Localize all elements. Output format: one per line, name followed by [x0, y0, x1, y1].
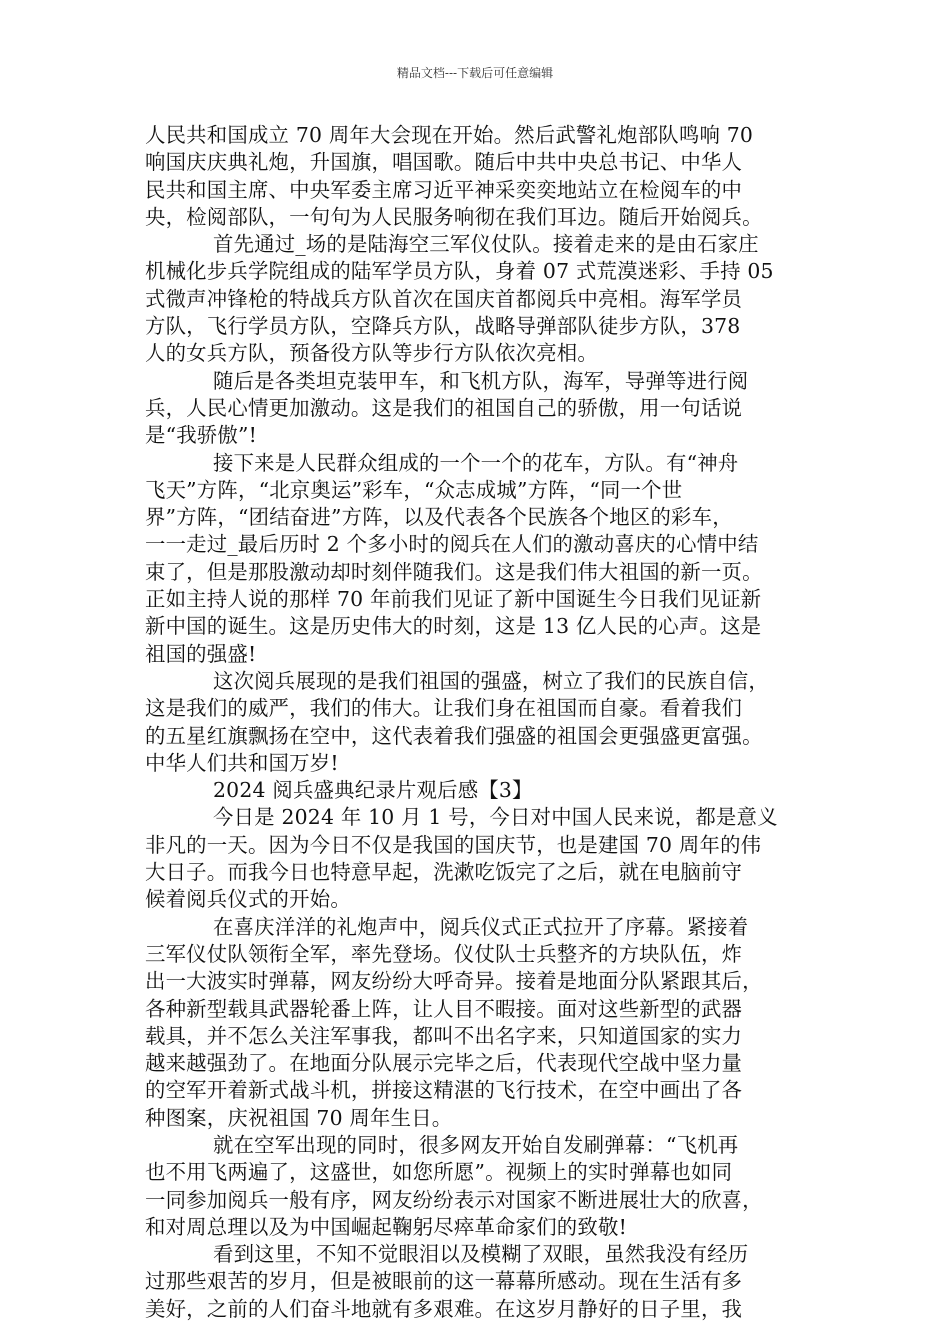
- text-line: 方队，飞行学员方队，空降兵方队，战略导弹部队徒步方队，378: [145, 314, 741, 339]
- text-line: 今日是 2024 年 10 月 1 号，今日对中国人民来说，都是意义: [213, 805, 778, 830]
- text-line: 候着阅兵仪式的开始。: [145, 887, 351, 912]
- text-line: 一一走过_最后历时 2 个多小时的阅兵在人们的激动喜庆的心情中结: [145, 532, 759, 557]
- text-line: 人的女兵方队，预备役方队等步行方队依次亮相。: [145, 341, 598, 366]
- text-line: 是“我骄傲”!: [145, 423, 258, 448]
- document-body: [145, 122, 813, 1323]
- text-line: 的五星红旗飘扬在空中，这代表着我们强盛的祖国会更强盛更富强。: [145, 723, 763, 748]
- text-line: 响国庆庆典礼炮，升国旗，唱国歌。随后中共中央总书记、中华人: [145, 150, 743, 175]
- text-line: 和对周总理以及为中国崛起鞠躬尽瘁革命家们的致敬!: [145, 1214, 627, 1239]
- text-line: 祖国的强盛!: [145, 641, 257, 666]
- text-line: 也不用飞两遍了，这盛世，如您所愿”。视频上的实时弹幕也如同: [145, 1160, 733, 1185]
- text-line: 美好，之前的人们奋斗地就有多艰难。在这岁月静好的日子里，我: [145, 1296, 743, 1321]
- text-line: 非凡的一天。因为今日不仅是我国的国庆节，也是建国 70 周年的伟: [145, 832, 762, 857]
- text-line: 越来越强劲了。在地面分队展示完毕之后，代表现代空战中坚力量: [145, 1051, 743, 1076]
- text-line: 民共和国主席、中央军委主席习近平神采奕奕地站立在检阅车的中: [145, 177, 743, 202]
- text-line: 大日子。而我今日也特意早起，洗漱吃饭完了之后，就在电脑前守: [145, 860, 743, 885]
- text-line: 就在空军出现的同时，很多网友开始自发刷弹幕：“飞机再: [213, 1132, 739, 1157]
- text-line: 央，检阅部队，一句句为人民服务响彻在我们耳边。随后开始阅兵。: [145, 204, 763, 229]
- text-line: 一同参加阅兵一般有序，网友纷纷表示对国家不断进展壮大的欣喜，: [145, 1187, 763, 1212]
- text-line: 界”方阵，“团结奋进”方阵，以及代表各个民族各个地区的彩车，: [145, 505, 733, 530]
- text-line: 在喜庆洋洋的礼炮声中，阅兵仪式正式拉开了序幕。紧接着: [213, 914, 749, 939]
- text-line: 兵，人民心情更加激动。这是我们的祖国自己的骄傲，用一句话说: [145, 395, 743, 420]
- text-line: 的空军开着新式战斗机，拼接这精湛的飞行技术，在空中画出了各: [145, 1078, 743, 1103]
- text-line: 束了，但是那股激动却时刻伴随我们。这是我们伟大祖国的新一页。: [145, 559, 763, 584]
- text-line: 随后是各类坦克装甲车，和飞机方队，海军，导弹等进行阅: [213, 368, 749, 393]
- text-line: 三军仪仗队领衔全军，率先登场。仪仗队士兵整齐的方块队伍，炸: [145, 941, 743, 966]
- text-line: 式微声冲锋枪的特战兵方队首次在国庆首都阅兵中亮相。海军学员: [145, 286, 743, 311]
- text-line: 中华人们共和国万岁!: [145, 750, 339, 775]
- text-line: 这是我们的威严，我们的伟大。让我们身在祖国而自豪。看着我们: [145, 696, 743, 721]
- text-line: 飞天”方阵，“北京奥运”彩车，“众志成城”方阵，“同一个世: [145, 477, 683, 502]
- text-line: 种图案，庆祝祖国 70 周年生日。: [145, 1105, 453, 1130]
- text-line: 过那些艰苦的岁月，但是被眼前的这一幕幕所感动。现在生活有多: [145, 1269, 743, 1294]
- text-line: 各种新型载具武器轮番上阵，让人目不暇接。面对这些新型的武器: [145, 996, 743, 1021]
- text-line: 机械化步兵学院组成的陆军学员方队，身着 07 式荒漠迷彩、手持 05: [145, 259, 774, 284]
- text-line: 正如主持人说的那样 70 年前我们见证了新中国诞生今日我们见证新: [145, 587, 762, 612]
- page-header: 精品文档---下载后可任意编辑: [396, 66, 554, 80]
- text-line: 新中国的诞生。这是历史伟大的时刻，这是 13 亿人民的心声。这是: [145, 614, 762, 639]
- text-line: 2024 阅兵盛典纪录片观后感【3】: [213, 778, 533, 803]
- text-line: 首先通过_场的是陆海空三军仪仗队。接着走来的是由石家庄: [213, 232, 759, 257]
- text-line: 人民共和国成立 70 周年大会现在开始。然后武警礼炮部队鸣响 70: [145, 123, 754, 147]
- text-line: 出一大波实时弹幕，网友纷纷大呼奇异。接着是地面分队紧跟其后，: [145, 969, 763, 994]
- text-line: 载具，并不怎么关注军事我，都叫不出名字来，只知道国家的实力: [145, 1023, 743, 1048]
- text-line: 看到这里，不知不觉眼泪以及模糊了双眼，虽然我没有经历: [213, 1242, 749, 1267]
- text-line: 这次阅兵展现的是我们祖国的强盛，树立了我们的民族自信，: [213, 668, 769, 693]
- text-line: 接下来是人民群众组成的一个一个的花车，方队。有“神舟: [213, 450, 739, 475]
